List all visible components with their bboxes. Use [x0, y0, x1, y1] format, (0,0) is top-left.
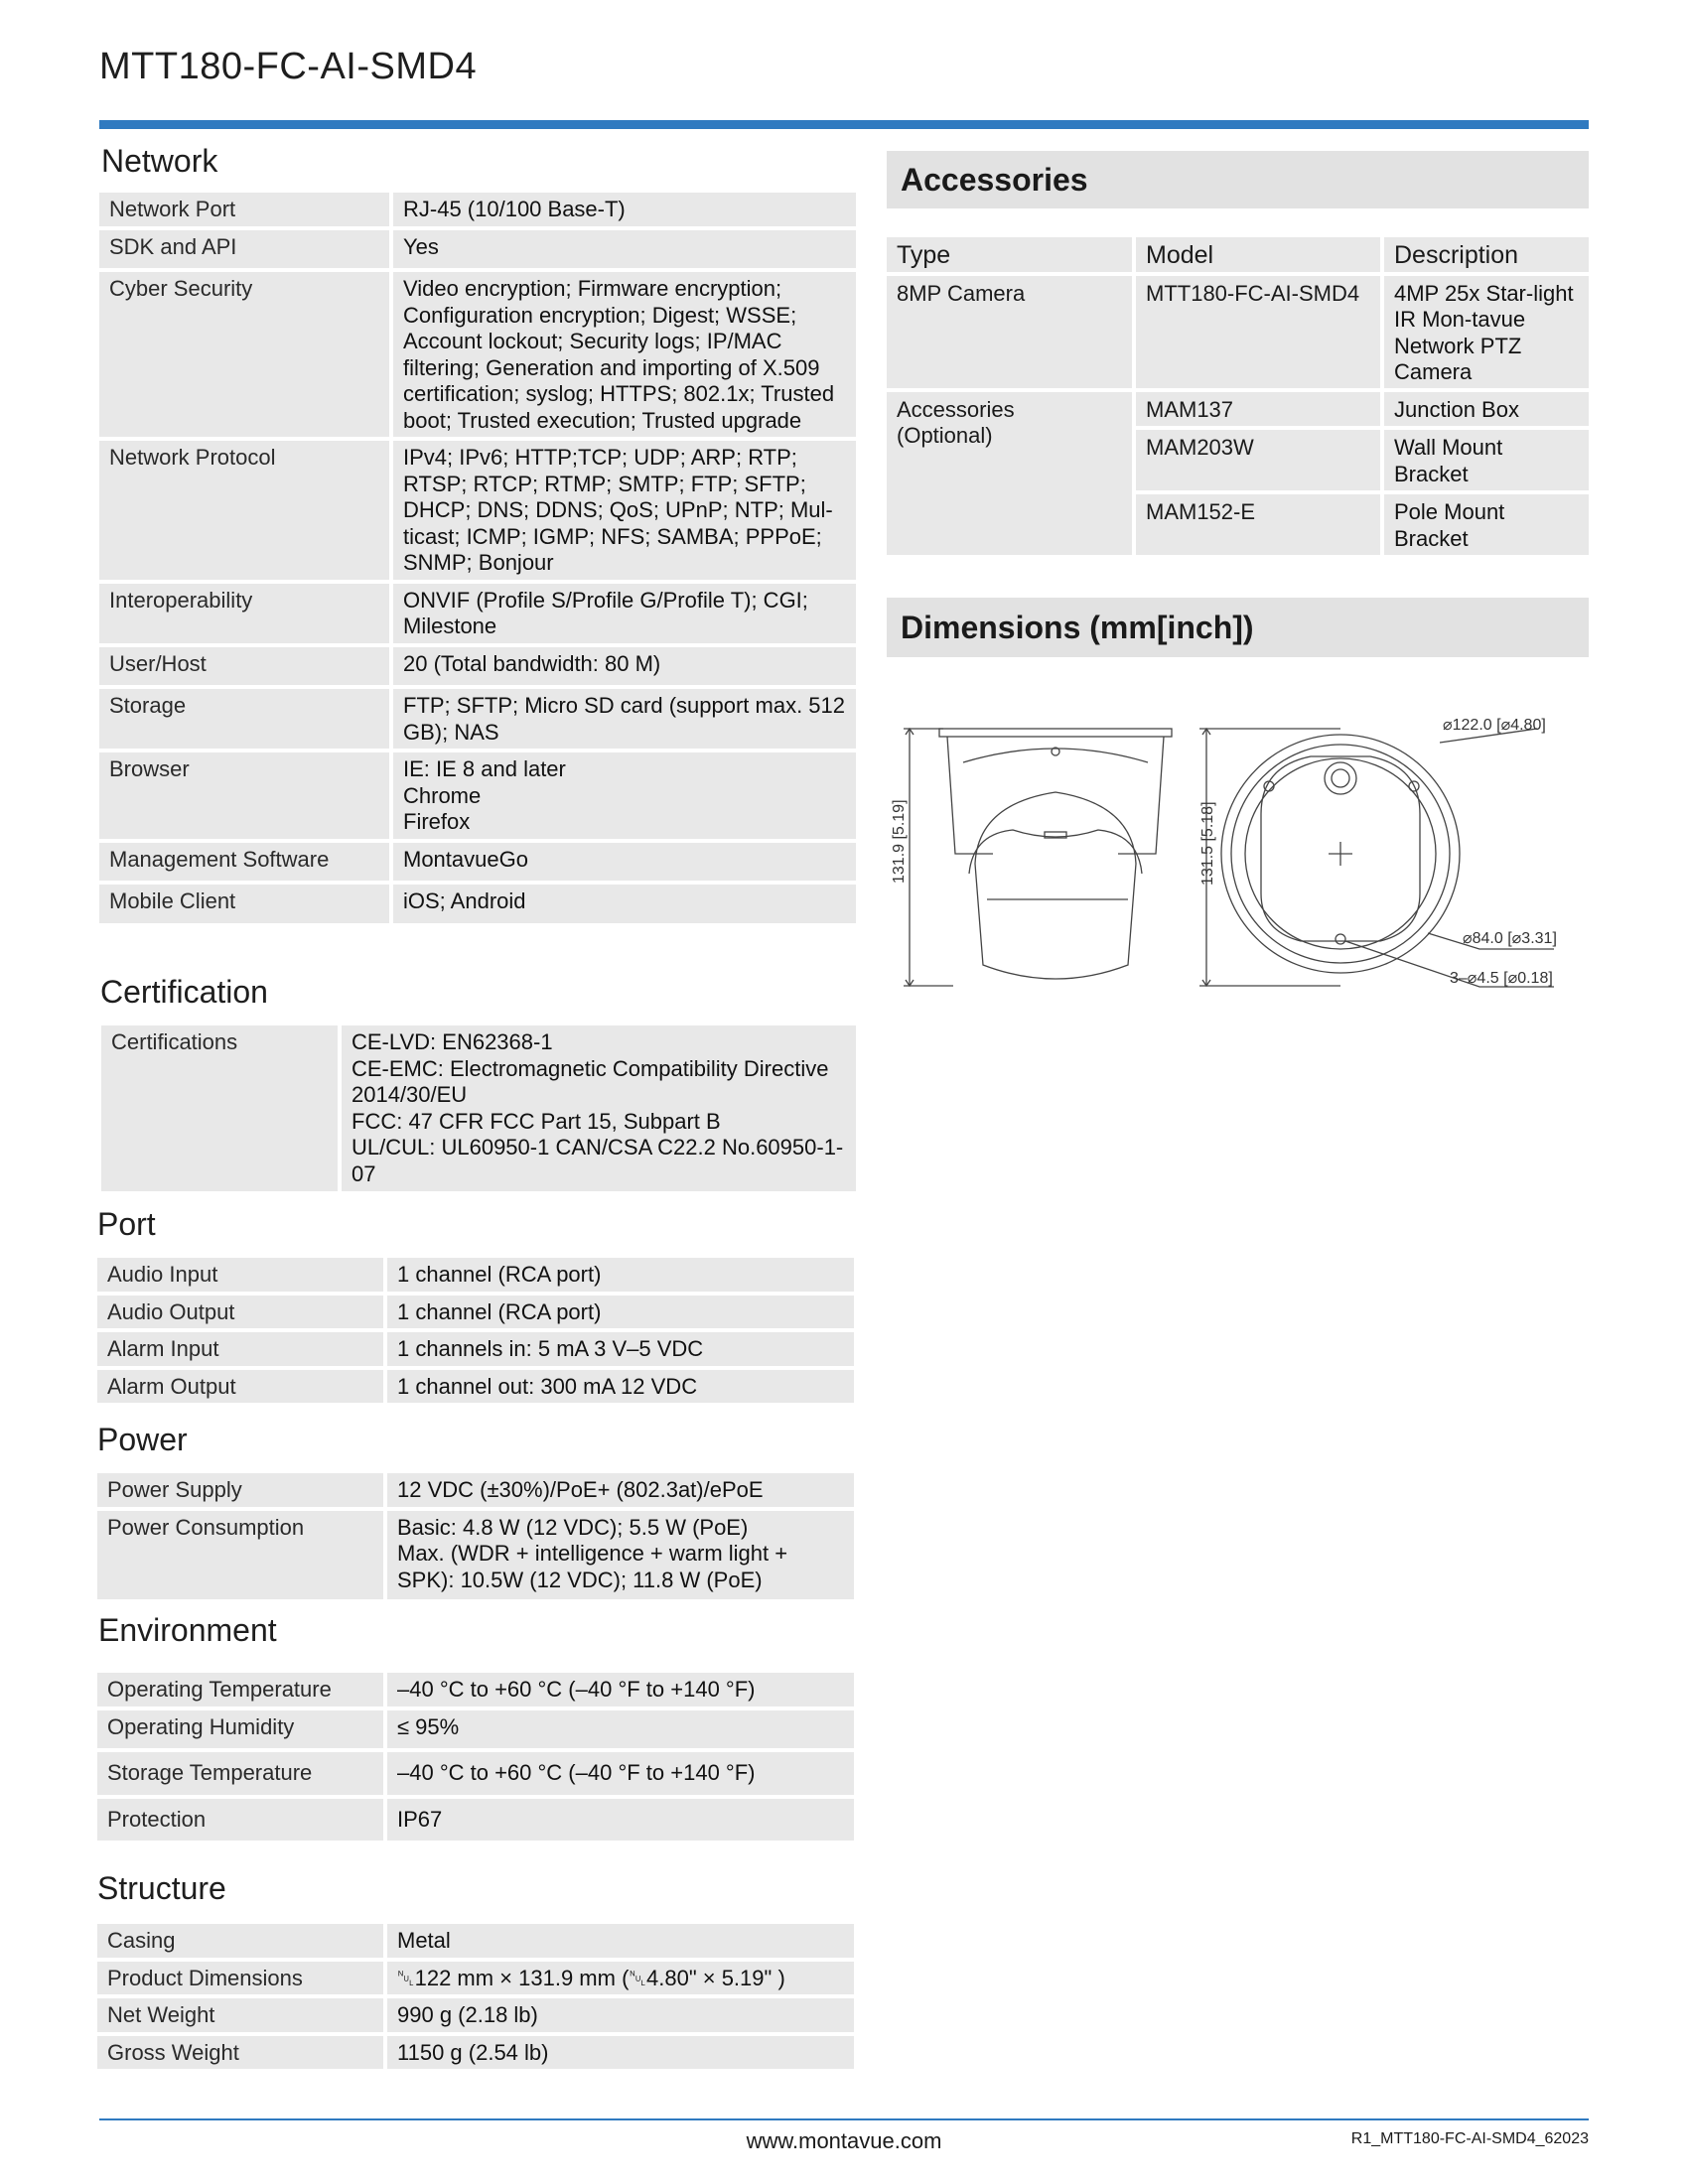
spec-label: Network Protocol: [99, 441, 389, 580]
camera-side-view: [904, 729, 1172, 986]
spec-row: [97, 2036, 854, 2070]
accessories-header-row: [887, 237, 1589, 272]
height-label-side: 131.9 [5.19]: [891, 799, 908, 884]
spec-label: Mobile Client: [99, 885, 389, 923]
spec-label: User/Host: [99, 647, 389, 686]
accessory-model: MAM137: [1136, 392, 1380, 427]
structure-heading: Structure: [97, 1870, 226, 1906]
environment-heading: Environment: [98, 1612, 277, 1648]
spec-value: ␀122 mm × 131.9 mm (␀4.80" × 5.19" ): [387, 1962, 854, 1995]
spec-value: IE: IE 8 and later Chrome Firefox: [393, 752, 856, 839]
spec-label: Storage Temperature: [97, 1752, 383, 1795]
spec-label: Interoperability: [99, 584, 389, 643]
spec-label: Product Dimensions: [97, 1962, 383, 1995]
accessories-heading: Accessories: [887, 151, 1589, 208]
header-rule: [99, 120, 1589, 129]
spec-label: Power Consumption: [97, 1511, 383, 1600]
spec-row: [97, 1258, 854, 1292]
spec-row: [99, 752, 856, 839]
spec-value: Video encryption; Firmware encryption; Configuration encryption; Digest; WSSE; Account lockout; Security logs; IP/MAC filtering; Generation and importing of X.509 certification; syslog; HTTPS; 802.1x; Trusted boot; Trusted execution; Trusted upgrade: [393, 272, 856, 437]
spec-row: [99, 193, 856, 226]
spec-label: Gross Weight: [97, 2036, 383, 2070]
footer-url: www.montavue.com: [746, 2128, 942, 2153]
spec-row: [99, 885, 856, 923]
spec-row: [99, 584, 856, 643]
spec-label: Management Software: [99, 843, 389, 882]
hole-size-label: 3–⌀4.5 [⌀0.18]: [1450, 970, 1553, 987]
accessory-model: MAM152-E: [1136, 494, 1380, 555]
column-header-description: Description: [1384, 237, 1589, 272]
dimension-drawing: [884, 705, 1579, 1003]
accessory-model: MTT180-FC-AI-SMD4: [1136, 276, 1380, 388]
spec-value: iOS; Android: [393, 885, 856, 923]
spec-label: Cyber Security: [99, 272, 389, 437]
spec-value: 1 channel (RCA port): [387, 1296, 854, 1329]
port-table: [93, 1254, 858, 1407]
spec-value: FTP; SFTP; Micro SD card (support max. 512 GB); NAS: [393, 689, 856, 749]
spec-value: Metal: [387, 1924, 854, 1958]
spec-row: [99, 843, 856, 882]
spec-value: 20 (Total bandwidth: 80 M): [393, 647, 856, 686]
spec-value: MontavueGo: [393, 843, 856, 882]
height-label-bottom: 131.5 [5.18]: [1199, 801, 1216, 886]
structure-table: [93, 1920, 858, 2073]
spec-value: 1150 g (2.54 lb): [387, 2036, 854, 2070]
table-row: [887, 276, 1589, 388]
accessory-description: Pole Mount Bracket: [1384, 494, 1589, 555]
column-header-type: Type: [887, 237, 1132, 272]
power-table: [93, 1469, 858, 1603]
document-title: MTT180-FC-AI-SMD4: [99, 46, 478, 87]
spec-label: Operating Humidity: [97, 1710, 383, 1749]
spec-row: [101, 1025, 856, 1191]
accessory-type: 8MP Camera: [887, 276, 1132, 388]
accessory-description: 4MP 25x Star-light IR Mon-tavue Network PTZ Camera: [1384, 276, 1589, 388]
camera-bottom-view: [1199, 729, 1554, 987]
spec-value: IP67: [387, 1799, 854, 1842]
spec-value: Basic: 4.8 W (12 VDC); 5.5 W (PoE) Max. (WDR + intelligence + warm light + SPK): 10.5W (12 VDC); 11.8 W (PoE): [387, 1511, 854, 1600]
spec-value: IPv4; IPv6; HTTP;TCP; UDP; ARP; RTP; RTSP; RTCP; RTMP; SMTP; FTP; SFTP; DHCP; DNS; DDNS; QoS; UPnP; NTP; Mul-ticast; ICMP; IGMP; NFS; SAMBA; PPPoE; SNMP; Bonjour: [393, 441, 856, 580]
environment-table: [93, 1669, 858, 1844]
spec-value: 990 g (2.18 lb): [387, 1998, 854, 2032]
accessories-table: [883, 233, 1593, 559]
accessory-description: Junction Box: [1384, 392, 1589, 427]
spec-row: [99, 647, 856, 686]
spec-row: [97, 1673, 854, 1706]
spec-label: Certifications: [101, 1025, 338, 1191]
spec-row: [97, 1752, 854, 1795]
spec-row: [97, 1296, 854, 1329]
spec-label: Audio Output: [97, 1296, 383, 1329]
spec-label: Net Weight: [97, 1998, 383, 2032]
spec-row: [97, 1962, 854, 1995]
spec-label: Protection: [97, 1799, 383, 1842]
spec-value: –40 °C to +60 °C (–40 °F to +140 °F): [387, 1673, 854, 1706]
network-table: [95, 189, 860, 927]
spec-value: Yes: [393, 230, 856, 269]
spec-row: [97, 1473, 854, 1507]
port-heading: Port: [97, 1206, 156, 1242]
spec-value: –40 °C to +60 °C (–40 °F to +140 °F): [387, 1752, 854, 1795]
mount-diameter-label: ⌀84.0 [⌀3.31]: [1463, 930, 1557, 947]
certification-heading: Certification: [100, 974, 268, 1010]
spec-row: [97, 1370, 854, 1404]
certification-table: [97, 1022, 860, 1195]
column-header-model: Model: [1136, 237, 1380, 272]
accessory-model: MAM203W: [1136, 430, 1380, 490]
spec-row: [97, 1710, 854, 1749]
spec-value: 1 channel out: 300 mA 12 VDC: [387, 1370, 854, 1404]
spec-row: [97, 1799, 854, 1842]
spec-value: CE-LVD: EN62368-1 CE-EMC: Electromagnetic Compatibility Directive 2014/30/EU FCC: 47 CFR FCC Part 15, Subpart B UL/CUL: UL60950-1 CAN/CSA C22.2 No.60950-1-07: [342, 1025, 856, 1191]
spec-label: Alarm Input: [97, 1332, 383, 1366]
spec-value: ≤ 95%: [387, 1710, 854, 1749]
spec-label: Browser: [99, 752, 389, 839]
spec-label: Alarm Output: [97, 1370, 383, 1404]
spec-label: Network Port: [99, 193, 389, 226]
spec-label: Operating Temperature: [97, 1673, 383, 1706]
spec-value: RJ-45 (10/100 Base-T): [393, 193, 856, 226]
spec-label: Storage: [99, 689, 389, 749]
spec-label: Casing: [97, 1924, 383, 1958]
power-heading: Power: [97, 1422, 188, 1457]
spec-row: [99, 272, 856, 437]
spec-value: 12 VDC (±30%)/PoE+ (802.3at)/ePoE: [387, 1473, 854, 1507]
spec-row: [99, 689, 856, 749]
spec-value: ONVIF (Profile S/Profile G/Profile T); CGI; Milestone: [393, 584, 856, 643]
document-code: R1_MTT180-FC-AI-SMD4_62023: [1350, 2130, 1589, 2147]
spec-label: Audio Input: [97, 1258, 383, 1292]
network-heading: Network: [101, 143, 218, 179]
footer-rule: [99, 2118, 1589, 2120]
spec-label: SDK and API: [99, 230, 389, 269]
dimensions-heading: Dimensions (mm[inch]): [887, 598, 1589, 657]
accessory-type: Accessories (Optional): [887, 392, 1132, 556]
outer-diameter-label: ⌀122.0 [⌀4.80]: [1443, 717, 1546, 734]
table-row: [887, 392, 1589, 427]
spec-row: [97, 1924, 854, 1958]
spec-value: 1 channel (RCA port): [387, 1258, 854, 1292]
spec-value: 1 channels in: 5 mA 3 V–5 VDC: [387, 1332, 854, 1366]
spec-row: [97, 1332, 854, 1366]
spec-row: [97, 1511, 854, 1600]
spec-row: [99, 230, 856, 269]
accessory-description: Wall Mount Bracket: [1384, 430, 1589, 490]
spec-row: [99, 441, 856, 580]
spec-label: Power Supply: [97, 1473, 383, 1507]
spec-row: [97, 1998, 854, 2032]
